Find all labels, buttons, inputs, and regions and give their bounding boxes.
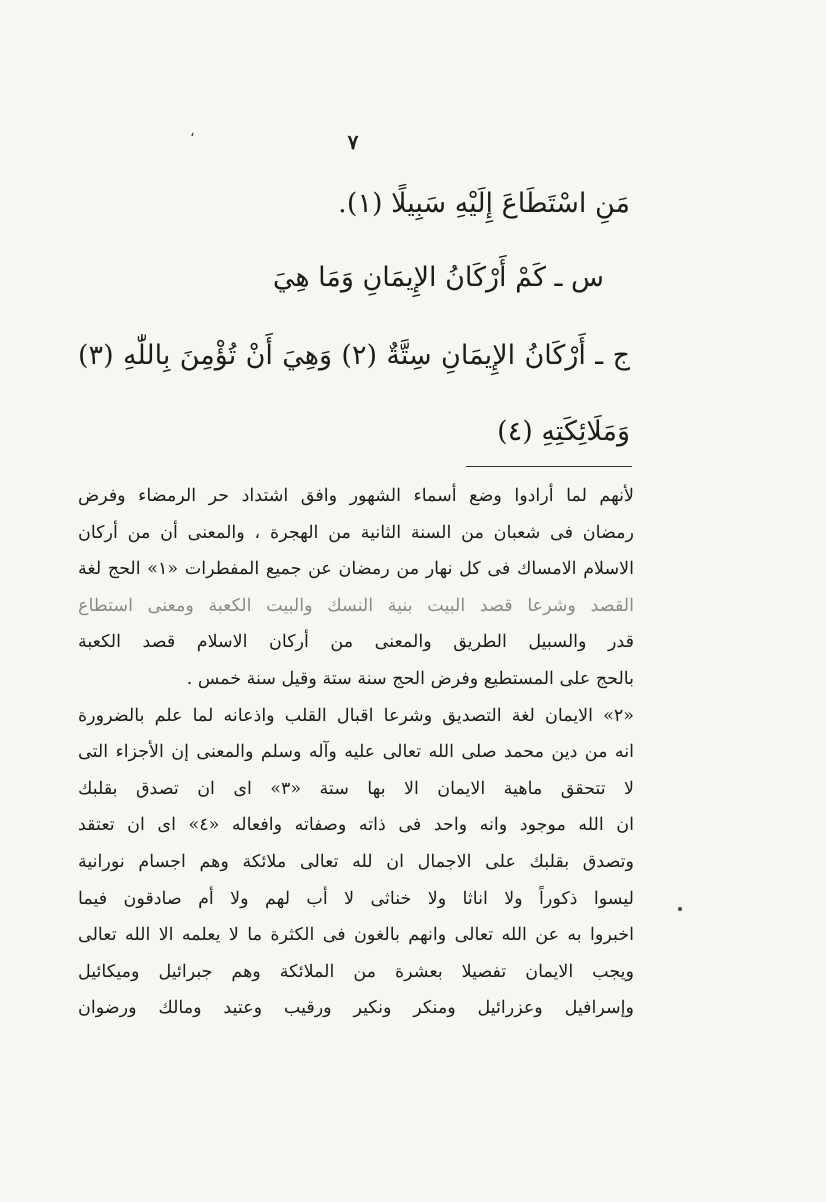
ink-speck	[678, 907, 682, 911]
footnote-line: لأنهم لما أرادوا وضع أسماء الشهور وافق اشتداد حر الرمضاء وفرض	[78, 486, 634, 506]
footnote-line: انه من دين محمد صلى الله تعالى عليه وآله وسلم والمعنى إن الأجزاء التى	[78, 742, 634, 763]
main-text-line-1: مَنِ اسْتَطَاعَ إِلَيْهِ سَبِيلًا (١)․	[337, 188, 630, 219]
main-text-answer: ج ـ أَرْكَانُ الإِيمَانِ سِتَّةٌ (٢) وَهِيَ أَنْ تُؤْمِنَ بِاللّٰهِ (٣)	[78, 340, 630, 371]
footnote-line: رمضان فى شعبان من السنة الثانية من الهجرة ، والمعنى أن من أركان	[78, 522, 634, 543]
page-corner-mark: ،	[190, 124, 195, 140]
footnote-line: بالحج على المستطيع وفرض الحج سنة ستة وقيل سنة خمس .	[186, 668, 634, 689]
footnote-line: ليسوا ذكوراً ولا اناثا ولا خناثى لا أب لهم ولا أم صادقون فيما	[78, 888, 634, 909]
footnote-line: وإسرافيل وعزرائيل ومنكر ونكير ورقيب وعتيد ومالك ورضوان	[78, 998, 634, 1019]
main-text-question: س ـ كَمْ أَرْكَانُ الإِيمَانِ وَمَا هِيَ	[272, 262, 604, 293]
footnote-separator	[466, 466, 632, 467]
footnote-line: ان الله موجود وانه واحد فى ذاته وصفاته وافعاله «٤» اى ان تعتقد	[78, 815, 634, 836]
footnotes-block	[78, 478, 634, 1027]
footnote-line: القصد وشرعا قصد البيت بنية النسك والبيت الكعبة ومعنى استطاع	[78, 595, 634, 616]
footnote-line: الاسلام الامساك فى كل نهار من رمضان عن جميع المفطرات «١» الحج لغة	[78, 559, 634, 580]
main-text-line-4: وَمَلَائِكَتِهِ (٤)	[497, 416, 630, 447]
footnote-line: ويجب الايمان تفصيلا بعشرة من الملائكة وهم جبرائيل وميكائيل	[78, 961, 634, 982]
footnote-line: لا تتحقق ماهية الايمان الا بها ستة «٣» اى ان تصدق بقلبك	[78, 778, 634, 799]
footnote-line: قدر والسبيل الطريق والمعنى من أركان الاسلام قصد الكعبة	[78, 632, 634, 653]
footnote-line: اخبروا به عن الله تعالى وانهم بالغون فى الكثرة ما لا يعلمه الا الله تعالى	[78, 925, 634, 946]
footnote-line: وتصدق بقلبك على الاجمال ان لله تعالى ملائكة وهم اجسام نورانية	[78, 851, 634, 872]
page-number: ٧	[347, 130, 359, 154]
footnote-line: «٢» الايمان لغة التصديق وشرعا اقبال القلب واذعانه لما علم بالضرورة	[78, 705, 634, 726]
